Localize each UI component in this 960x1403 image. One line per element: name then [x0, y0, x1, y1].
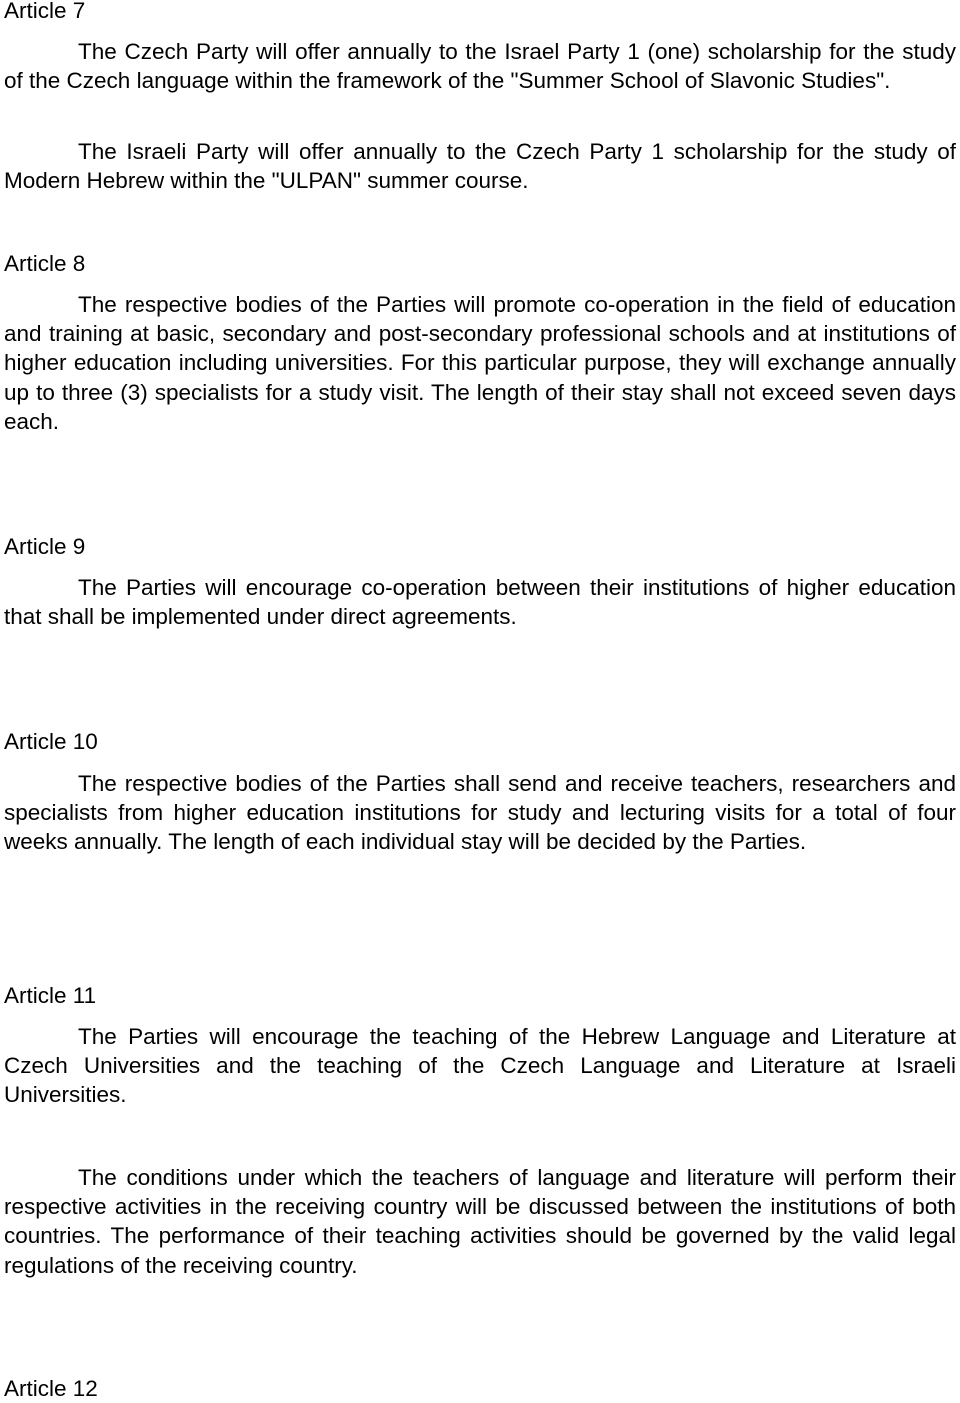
article-11-paragraph-1: The Parties will encourage the teaching of the Hebrew Language and Literature at Czech Universities and the teaching of the Czech Language and Literature at Israeli Universities.	[4, 1024, 956, 1108]
article-10-heading: Article 10	[4, 729, 98, 754]
article-7-paragraph-2: The Israeli Party will offer annually to the Czech Party 1 scholarship for the study of Modern Hebrew within the "ULPAN" summer course.	[4, 139, 956, 194]
article-8-heading: Article 8	[4, 251, 86, 276]
article-7-heading: Article 7	[4, 0, 86, 23]
article-8-paragraph-1: The respective bodies of the Parties will promote co-operation in the field of education and training at basic, secondary and post-secondary professional schools and at institutions of higher education including universities. For this particular purpose, they will exchange annually up to three (3) specialists for a study visit. The length of their stay shall not exceed seven days each.	[4, 292, 956, 434]
article-9-heading: Article 9	[4, 534, 86, 559]
article-11-paragraph-2: The conditions under which the teachers of language and literature will perform their respective activities in the receiving country will be discussed between the institutions of both countries. The performance of their teaching activities should be governed by the valid legal regulations of the receiving country.	[4, 1165, 956, 1278]
article-11-heading: Article 11	[4, 983, 97, 1008]
article-9-paragraph-1: The Parties will encourage co-operation between their institutions of higher education that shall be implemented under direct agreements.	[4, 575, 956, 630]
article-12-heading: Article 12	[4, 1376, 98, 1401]
article-10-paragraph-1: The respective bodies of the Parties shall send and receive teachers, researchers and specialists from higher education institutions for study and lecturing visits for a total of four weeks annually. The length of each individual stay will be decided by the Parties.	[4, 771, 956, 855]
article-7-paragraph-1: The Czech Party will offer annually to the Israel Party 1 (one) scholarship for the study of the Czech language within the framework of the "Summer School of Slavonic Studies".	[4, 39, 956, 94]
